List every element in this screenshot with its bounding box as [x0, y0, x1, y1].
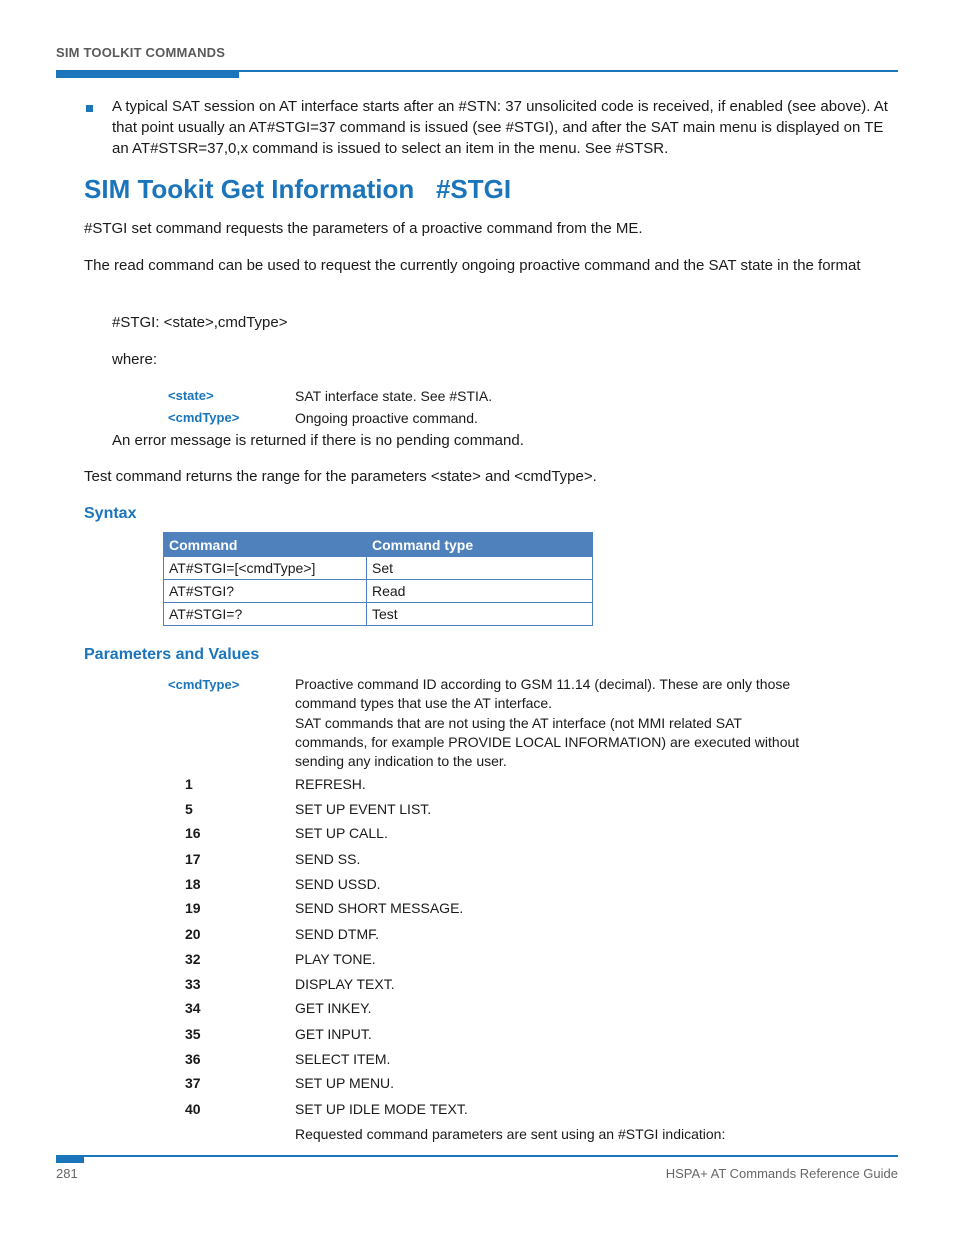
bullet-square-icon	[86, 100, 96, 110]
value-description: SELECT ITEM.	[295, 1051, 391, 1067]
value-number: 36	[185, 1051, 201, 1067]
page-number: 281	[56, 1166, 78, 1181]
table-cell-command: AT#STGI=?	[164, 603, 367, 626]
footer-rule	[56, 1155, 898, 1157]
value-number: 18	[185, 876, 201, 892]
table-cell-type: Test	[367, 603, 593, 626]
value-number: 33	[185, 976, 201, 992]
value-number: 19	[185, 900, 201, 916]
value-description: PLAY TONE.	[295, 951, 376, 967]
error-note: An error message is returned if there is no pending command.	[112, 432, 524, 449]
footer-accent-bar	[56, 1155, 84, 1163]
where-label: where:	[112, 351, 158, 368]
read-response-format: #STGI: <state>,cmdType>	[112, 314, 288, 331]
header-accent-bar	[56, 70, 239, 78]
test-note: Test command returns the range for the parameters <state> and <cmdType>.	[84, 468, 597, 485]
intro-bullet-text: A typical SAT session on AT interface starts after an #STN: 37 unsolicited code is received, if enabled (see above). At that point usually an AT#STGI=37 command is issued (see #STGI), and after the SAT main menu is displayed on TE an AT#STSR=37,0,x command is issued to select an item in the menu. See #STSR.	[112, 98, 888, 157]
value-number: 17	[185, 851, 201, 867]
paragraph-set-command: #STGI set command requests the parameters of a proactive command from the ME.	[84, 220, 643, 237]
indication-note: Requested command parameters are sent using an #STGI indication:	[295, 1126, 726, 1142]
value-number: 34	[185, 1000, 201, 1016]
table-row	[164, 603, 593, 626]
value-description: GET INPUT.	[295, 1026, 372, 1042]
table-cell-type: Read	[367, 580, 593, 603]
value-number: 35	[185, 1026, 201, 1042]
parameters-heading: Parameters and Values	[84, 646, 260, 663]
syntax-heading: Syntax	[84, 505, 137, 522]
table-row	[164, 557, 593, 580]
param-desc-cmdtype: Ongoing proactive command.	[295, 410, 478, 426]
value-number: 20	[185, 926, 201, 942]
value-number: 32	[185, 951, 201, 967]
value-description: GET INKEY.	[295, 1000, 372, 1016]
param-name-state: <state>	[168, 388, 214, 403]
value-description: SET UP IDLE MODE TEXT.	[295, 1101, 468, 1117]
value-description: SET UP CALL.	[295, 825, 388, 841]
column-header-command-type: Command type	[367, 533, 593, 557]
table-cell-command: AT#STGI=[<cmdType>]	[164, 557, 367, 580]
param-desc-state: SAT interface state. See #STIA.	[295, 388, 493, 404]
param-desc-non-at: SAT commands that are not using the AT interface (not MMI related SAT commands, for example PROVIDE LOCAL INFORMATION) are executed without sending any indication to the user.	[295, 715, 800, 769]
value-description: SEND SHORT MESSAGE.	[295, 900, 464, 916]
document-title: HSPA+ AT Commands Reference Guide	[665, 1166, 898, 1181]
value-description: SET UP MENU.	[295, 1075, 395, 1091]
value-description: REFRESH.	[295, 776, 366, 792]
table-row	[164, 580, 593, 603]
syntax-table	[163, 532, 593, 626]
value-description: SEND SS.	[295, 851, 361, 867]
value-description: SEND USSD.	[295, 876, 381, 892]
param-name-cmdtype: <cmdType>	[168, 410, 240, 425]
value-description: SEND DTMF.	[295, 926, 379, 942]
param-name-cmdtype-values: <cmdType>	[168, 677, 240, 692]
param-desc-proactive: Proactive command ID according to GSM 11.14 (decimal). These are only those command types that use the AT interface.	[295, 676, 791, 711]
value-description: SET UP EVENT LIST.	[295, 801, 432, 817]
value-number: 1	[185, 776, 193, 792]
value-number: 16	[185, 825, 201, 841]
column-header-command: Command	[164, 533, 367, 557]
paragraph-read-command: The read command can be used to request the currently ongoing proactive command and the SAT state in the format	[84, 257, 861, 274]
table-header-row	[164, 533, 593, 557]
table-cell-command: AT#STGI?	[164, 580, 367, 603]
running-header: SIM TOOLKIT COMMANDS	[56, 45, 226, 60]
section-title: SIM Tookit Get Information #STGI	[84, 174, 512, 204]
value-number: 40	[185, 1101, 201, 1117]
value-number: 37	[185, 1075, 201, 1091]
value-number: 5	[185, 801, 193, 817]
table-cell-type: Set	[367, 557, 593, 580]
value-description: DISPLAY TEXT.	[295, 976, 395, 992]
